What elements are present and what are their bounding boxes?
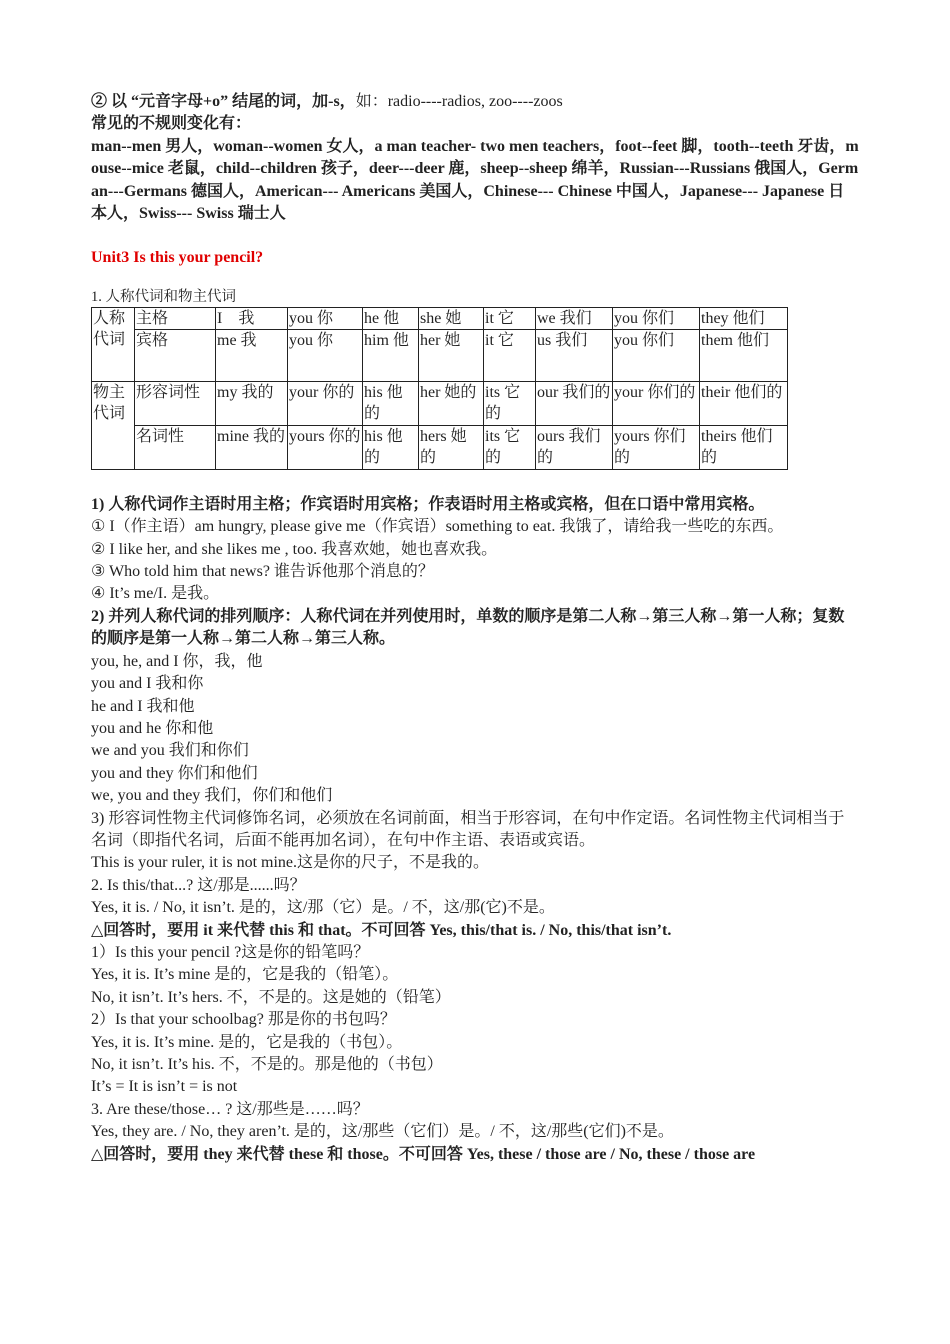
table-cell: we 我们 (536, 307, 613, 329)
pronoun-table (91, 307, 788, 470)
table-cell: him 他 (363, 329, 419, 381)
table-cell: us 我们 (536, 329, 613, 381)
note-line: ④ It’s me/I. 是我。 (91, 585, 220, 603)
notes-body (91, 494, 860, 1166)
table-cell: it 它 (484, 307, 536, 329)
note-line: △回答时，要用 they 来代替 these 和 those。不可回答 Yes, these / those are / No, these / those are (91, 1145, 756, 1163)
table-cell: you 你们 (613, 307, 700, 329)
note-line: you and he 你和他 (91, 719, 214, 737)
rule-2-statement: ② 以 “元音字母+o” 结尾的词，加-s， (91, 93, 356, 110)
table-cell: he 他 (363, 307, 419, 329)
note-line: This is your ruler, it is not mine.这是你的尺子，不是我的。 (91, 854, 490, 872)
plural-rule-2 (91, 91, 860, 113)
note-line: you and I 我和你 (91, 675, 204, 693)
table-cell: it 它 (484, 329, 536, 381)
table-cell: ours 我们的 (536, 425, 613, 469)
note-line: you and they 你们和他们 (91, 764, 258, 782)
note-line: No, it isn’t. It’s hers. 不，不是的。这是她的（铅笔） (91, 988, 451, 1006)
table-cell: mine 我的 (216, 425, 288, 469)
table-cell: you 你 (288, 329, 363, 381)
table-cell: theirs 他们的 (700, 425, 788, 469)
table-cell: yours 你们的 (613, 425, 700, 469)
row-label: 名词性 (135, 425, 216, 469)
table-cell: its 它的 (484, 425, 536, 469)
table-cell: your 你们的 (613, 381, 700, 425)
table-cell: I 我 (216, 307, 288, 329)
table-cell: you 你们 (613, 329, 700, 381)
table-row (92, 425, 788, 469)
row-label: 主格 (135, 307, 216, 329)
table-cell: their 他们的 (700, 381, 788, 425)
table-cell: his 他的 (363, 425, 419, 469)
table-row (92, 381, 788, 425)
note-line: 2）Is that your schoolbag? 那是你的书包吗？ (91, 1011, 396, 1029)
table-cell: our 我们的 (536, 381, 613, 425)
table-cell: his 他的 (363, 381, 419, 425)
table-cell: her 她的 (419, 381, 484, 425)
note-line: 3. Are these/those… ? 这/那些是……吗？ (91, 1100, 369, 1118)
table-cell: your 你的 (288, 381, 363, 425)
unit-title: Unit3 Is this your pencil? (91, 249, 264, 267)
group-personal-pronouns: 人称代词 (92, 307, 135, 381)
note-line: ② I like her, and she likes me , too. 我喜欢她，她也喜欢我。 (91, 540, 498, 558)
note-line: 2) 并列人称代词的排列顺序：人称代词在并列使用时，单数的顺序是第二人称→第三人称→第一人称；复数的顺序是第一人称→第二人称→第三人称。 (91, 607, 845, 648)
table-caption: 1. 人称代词和物主代词 (91, 288, 236, 305)
note-line: he and I 我和他 (91, 697, 195, 715)
rule-2-example: 如：radio----radios, zoo----zoos (355, 93, 563, 110)
note-line: you, he, and I 你，我，他 (91, 652, 263, 670)
note-line: ① I（作主语）am hungry, please give me（作宾语）something to eat. 我饿了，请给我一些吃的东西。 (91, 518, 784, 536)
row-label: 形容词性 (135, 381, 216, 425)
table-cell: she 她 (419, 307, 484, 329)
note-line: Yes, it is. It’s mine 是的，它是我的（铅笔）。 (91, 966, 399, 984)
table-cell: her 她 (419, 329, 484, 381)
table-cell: my 我的 (216, 381, 288, 425)
note-line: 1）Is this your pencil ?这是你的铅笔吗？ (91, 943, 370, 961)
table-row (92, 307, 788, 329)
note-line: we, you and they 我们，你们和他们 (91, 787, 333, 805)
group-possessive-pronouns: 物主代词 (92, 381, 135, 469)
table-cell: me 我 (216, 329, 288, 381)
note-line: Yes, they are. / No, they aren’t. 是的，这/那些（它们）是。/ 不，这/那些(它们)不是。 (91, 1123, 674, 1141)
note-line: No, it isn’t. It’s his. 不，不是的。那是他的（书包） (91, 1056, 443, 1073)
note-line: we and you 我们和你们 (91, 742, 249, 760)
note-line: Yes, it is. It’s mine. 是的，它是我的（书包）。 (91, 1033, 403, 1051)
table-cell: they 他们 (700, 307, 788, 329)
table-cell: yours 你的 (288, 425, 363, 469)
irregular-examples: man--men 男人，woman--women 女人，a man teacher- two men teachers，foot--feet 脚，tooth--teeth 牙齿，mouse--mice 老鼠，child--children 孩子，deer---deer 鹿，sheep--sheep 绵羊，Russian---Russians 俄国人，German---Germans 德国人，American--- Americans 美国人，Chinese--- Chinese 中国人，Japanese--- Japanese 日本人，Swiss--- Swiss 瑞士人 (91, 137, 859, 223)
row-label: 宾格 (135, 329, 216, 381)
table-row (92, 329, 788, 381)
note-line: 3) 形容词性物主代词修饰名词，必须放在名词前面，相当于形容词，在句中作定语。名词性物主代词相当于名词（即指代名词，后面不能再加名词），在句中作主语、表语或宾语。 (91, 809, 845, 849)
table-cell: its 它的 (484, 381, 536, 425)
table-cell: you 你 (288, 307, 363, 329)
note-line: △回答时，要用 it 来代替 this 和 that。不可回答 Yes, this/that is. / No, this/that isn’t. (91, 921, 672, 939)
table-cell: hers 她的 (419, 425, 484, 469)
note-line: It’s = It is isn’t = is not (91, 1078, 238, 1096)
note-line: ③ Who told him that news? 谁告诉他那个消息的？ (91, 563, 434, 581)
irregular-heading: 常见的不规则变化有： (91, 115, 252, 133)
note-line: 2. Is this/that...? 这/那是......吗？ (91, 876, 306, 894)
note-line: Yes, it is. / No, it isn’t. 是的，这/那（它）是。/ 不，这/那(它)不是。 (91, 899, 555, 917)
table-cell: them 他们 (700, 329, 788, 381)
note-line: 1) 人称代词作主语时用主格；作宾语时用宾格；作表语时用主格或宾格，但在口语中常用宾格。 (91, 495, 765, 513)
